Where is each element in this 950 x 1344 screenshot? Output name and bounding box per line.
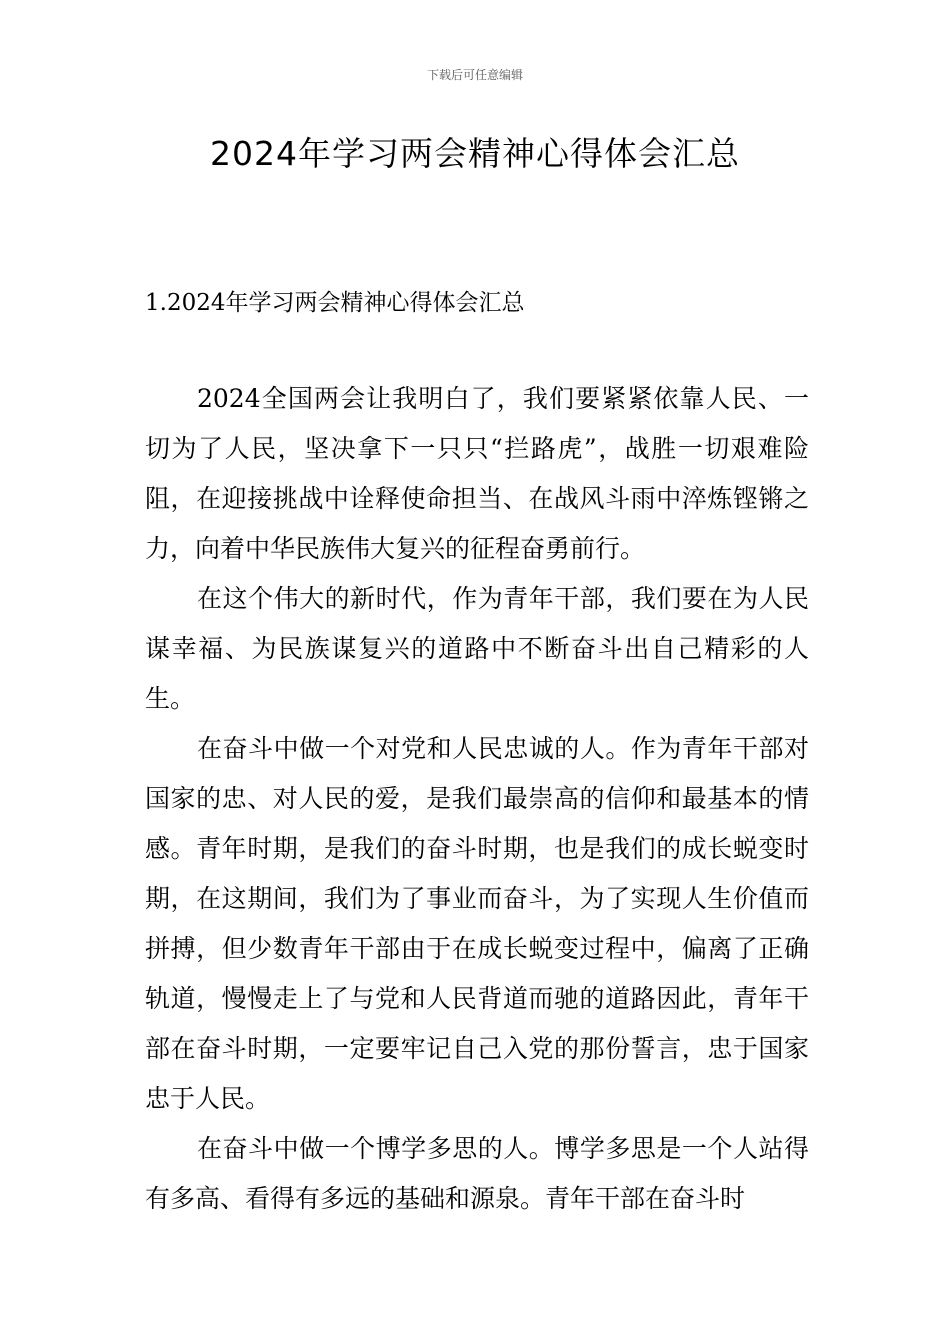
document-body (145, 374, 809, 1224)
document-title: 2024年学习两会精神心得体会汇总 (210, 134, 740, 173)
paragraph-1: 2024全国两会让我明白了，我们要紧紧依靠人民、一切为了人民，坚决拿下一只只“拦路虎”，战胜一切艰难险阻，在迎接挑战中诠释使命担当、在战风斗雨中淬炼铿锵之力，向着中华民族伟大复兴的征程奋勇前行。 (145, 384, 809, 563)
header-note: 下载后可任意编辑 (426, 68, 523, 82)
section-heading: 1.2024年学习两会精神心得体会汇总 (145, 290, 525, 316)
paragraph-2: 在这个伟大的新时代，作为青年干部，我们要在为人民谋幸福、为民族谋复兴的道路中不断奋斗出自己精彩的人生。 (145, 584, 809, 713)
paragraph-4: 在奋斗中做一个博学多思的人。博学多思是一个人站得有多高、看得有多远的基础和源泉。青年干部在奋斗时 (145, 1134, 809, 1213)
paragraph-3: 在奋斗中做一个对党和人民忠诚的人。作为青年干部对国家的忠、对人民的爱，是我们最崇高的信仰和最基本的情感。青年时期，是我们的奋斗时期，也是我们的成长蜕变时期，在这期间，我们为了事业而奋斗，为了实现人生价值而拼搏，但少数青年干部由于在成长蜕变过程中，偏离了正确轨道，慢慢走上了与党和人民背道而驰的道路因此，青年干部在奋斗时期，一定要牢记自己入党的那份誓言，忠于国家忠于人民。 (145, 734, 809, 1113)
